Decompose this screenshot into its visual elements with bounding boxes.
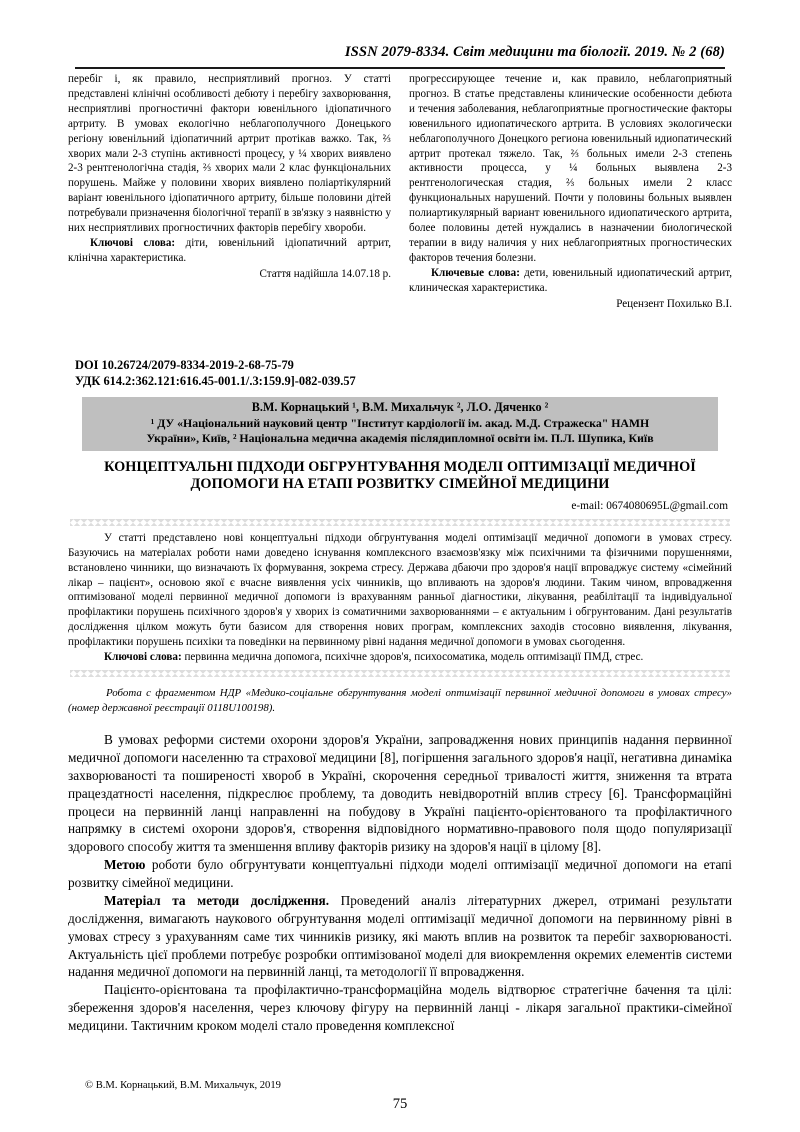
page-number: 75 <box>392 1096 408 1112</box>
body-paragraph-2-text: роботи було обгрунтувати концептуальні підходи моделі оптимізації медичної допомоги на етапі розвитку сімейної медицини. <box>68 857 732 890</box>
wavy-separator-bottom <box>70 670 730 677</box>
previous-article-abstract <box>68 72 732 312</box>
body-paragraph-3-text: Проведений аналіз літературних джерел, отримані результати дослідження, вимагають наукового обгрунтування моделі оптимізації медичної допомоги на первинному рівні в умовах стресу з урахуванням саме тих чинників ризику, які мають вплив на розвиток та перебіг захворюваності. Актуальність цієї проблеми потребує розробки оптимізованої моделі для виокремлення окремих елементів системи надання медичної допомоги на первинній ланці, та методології її впровадження. <box>68 892 732 980</box>
received-date: Стаття надійшла 14.07.18 р. <box>259 267 391 280</box>
body-paragraph-1 <box>68 731 732 856</box>
authors-affiliation-band <box>82 397 718 451</box>
keywords-value-russian: дети, ювенильный идиопатический артрит, клиническая характеристика. <box>409 266 732 294</box>
copyright-line: © В.М. Корнацький, В.М. Михальчук, 2019 <box>85 1080 281 1091</box>
body-paragraph-3 <box>68 892 732 981</box>
funding-note-text: Робота с фрагментом НДР «Медико-соціальне обгрунтування моделі оптимізації первинної медичної допомоги в умовах стресу» (номер державної реєстрації 0118U100198). <box>68 687 732 714</box>
affiliation-line-2: України», Київ, ² Національна медична академія післядипломної освіти ім. П.Л. Шупика, Київ <box>146 431 654 446</box>
body-paragraph-4-text: Пацієнто-орієнтована та профілактично-трансформаційна модель відтворює стратегічне бачення та цілі: збереження здоров'я населення, через ключову фігуру на первинній ланці - лікаря загальної практики-сімейної медицини. Тактичним кроком моделі стало проведення комплексної <box>68 982 732 1033</box>
affiliation-line-1: ¹ ДУ «Національний науковий центр "Інститут кардіології ім. акад. М.Д. Стражеска" НАМН <box>150 415 650 430</box>
body-paragraph-2 <box>68 856 732 892</box>
article-abstract <box>68 531 732 665</box>
abstract-column-russian <box>409 72 732 312</box>
keywords-ukrainian <box>68 236 391 266</box>
reviewer-line: Рецензент Похилько В.І. <box>616 297 732 310</box>
keywords-russian <box>409 266 732 296</box>
article-keywords-value: первинна медична допомога, психічне здоров'я, психосоматика, модель оптимізації ПМД, стрес. <box>181 650 644 663</box>
doi-line: DOI 10.26724/2079-8334-2019-2-68-75-79 <box>75 358 294 372</box>
header-rule <box>75 67 725 69</box>
abstract-body-russian: прогрессирующее течение и, как правило, неблагоприятный прогноз. В статье представлены клинические особенности дебюта и течения заболевания, неблагоприятные прогностические факторы ювенильного идиопатического артрита. В условиях экологически неблагополучного Донецкого региона ювенильный идиопатический артрит протекал тяжело. Так, ⅔ больных имели 2-3 степень активности процесса, у ¼ больных выявлена 2-3 рентгенологическая стадия, ⅔ больных имели 2 класс функциональных нарушений. Почти у половины больных выявлен полиартикулярный вариант ювенильного идиопатического артрита, более половины детей нуждались в назначении биологической терапии в виду наличия у них неблагоприятных прогностических факторов течения болезни. <box>409 73 732 264</box>
abstract-body-ukrainian: перебіг і, як правило, несприятливий прогноз. У статті представлені клінічні особливості дебюту і перебігу захворювання, несприятливі прогностичні фактори ювенільного ідіопатичного артриту. В умовах екологічно неблагополучного Донецького регіону ювенільний ідіопатичний артрит протікав важко. Так, ⅔ хворих мали 2-3 ступінь активності процесу, у ¼ хворих виявлено 2-3 рентгенологічна стадія, ⅔ хворих мали 2 клас функціональних порушень. Майже у половини хворих виявлено поліартікулярний варіант ювенільного ідіопатичного артриту, більше половини дітей потребували призначення біологічної терапії в зв'язку з наявністю у них несприятливих прогностичних факторів перебігу хвороби. <box>68 73 391 235</box>
running-head: ISSN 2079-8334. Світ медицини та біології. 2019. № 2 (68) <box>344 44 725 60</box>
article-body <box>68 731 732 1035</box>
funding-note <box>68 686 732 715</box>
article-abstract-body: У статті представлено нові концептуальні підходи обгрунтування моделі оптимізації медичної допомоги в умовах стресу. Базуючись на матеріалах роботи нами доведено існування комплексного взаємозв'язку між психічними та фізичними порушеннями, встановлено чинники, що визначають їх формування, зокрема стресу. Держава дбаючи про здоров'я нації впроваджує систему «сімейний лікар – пацієнт», основою якої є вчасне виявлення усіх чинників, що впливають на здоров'я людини. Таким чином, впровадження оптимізованої моделі первинної медичної допомоги із врахуванням ранньої діагностики, лікування, реабілітації та індивідуальної профілактики порушень психічного здоров'я у хворих із соматичними захворюваннями – є актуальним і обгрунтованим. Дані результатів дослідження цілком можуть бути базисом для створення нових програм, комплексних заходів стосовно виявлення, лікування, профілактики порушень психіки та поведінки на первинному рівні надання медичної допомоги в умовах сьогодення. <box>68 532 732 649</box>
body-paragraph-3-lead: Матеріал та методи дослідження. <box>104 892 330 908</box>
keywords-label-ukrainian: Ключові слова: <box>90 236 176 249</box>
article-keywords-label: Ключові слова: <box>104 650 182 663</box>
keywords-label-russian: Ключевые слова: <box>431 266 520 279</box>
contact-email: e-mail: 0674080695L@gmail.com <box>571 500 728 512</box>
article-title: КОНЦЕПТУАЛЬНІ ПІДХОДИ ОБГРУНТУВАННЯ МОДЕЛІ ОПТИМІЗАЦІЇ МЕДИЧНОЇ ДОПОМОГИ НА ЕТАПІ РОЗВИТКУ СІМЕЙНОЇ МЕДИЦИНИ <box>104 459 696 493</box>
keywords-value-ukrainian: діти, ювенільний ідіопатичний артрит, клінічна характеристика. <box>68 236 391 264</box>
body-paragraph-2-lead: Метою <box>104 857 146 873</box>
udc-line: УДК 614.2:362.121:616.45-001.1/.3:159.9]-082-039.57 <box>75 373 356 388</box>
body-paragraph-4 <box>68 981 732 1035</box>
article-keywords <box>68 650 732 665</box>
body-paragraph-1-text: В умовах реформи системи охорони здоров'я України, запровадження нових принципів надання первинної медичної допомоги населенню та страхової медицини [8], погіршення загального здоров'я нації, негативна динаміка захворюваності та поширеності хвороб в Україні, скорочення середньої тривалості життя, зниження та втрата працездатності населення, підкреслює проблему, та доводить невідворотній вплив стресу [6]. Трансформаційні процеси на первинній ланці направленні на побудову в Україні пацієнто-орієнтованого та профілактичного напрямку в системі охорони здоров'я, створення відповідного нормативно-правового поля щодо популяризації здорового способу життя та зменшення впливу факторів ризику на здоров'я нації в цілому [8]. <box>68 732 732 855</box>
wavy-separator-top <box>70 519 730 526</box>
identifier-block <box>75 358 356 390</box>
abstract-column-ukrainian <box>68 72 391 312</box>
authors-line: В.М. Корнацький ¹, В.М. Михальчук ², Л.О. Дяченко ² <box>251 400 549 414</box>
